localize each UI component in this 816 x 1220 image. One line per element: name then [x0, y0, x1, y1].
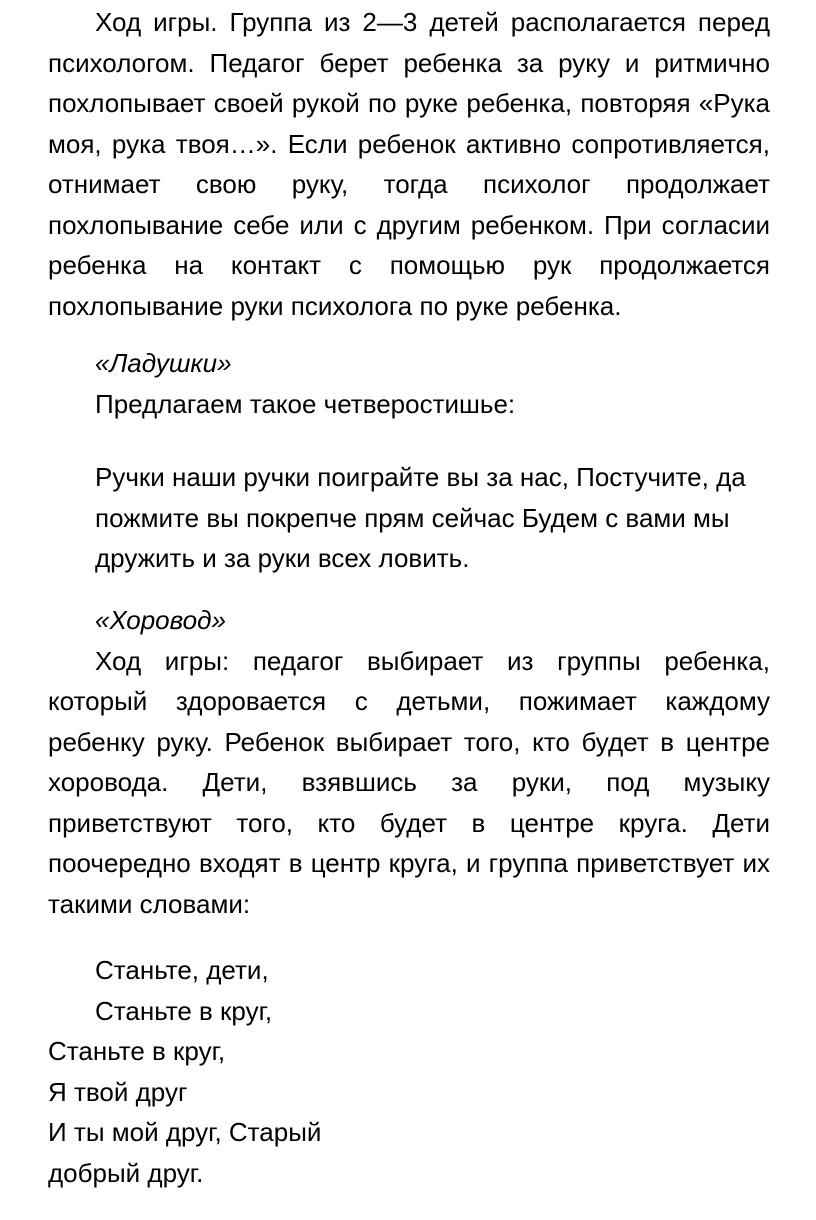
text-line: хоровода. Дети, взявшись за руки, под музыку: [48, 767, 770, 797]
verse-line: Станьте в круг,: [48, 1036, 226, 1066]
text-line: Ход игры. Группа из 2—3 детей располагается перед: [95, 7, 770, 37]
verse-line: И ты мой друг, Старый: [48, 1117, 322, 1147]
section-intro: Предлагаем такое четверостишье:: [95, 388, 516, 419]
verse-line: Станьте в круг,: [95, 995, 273, 1026]
game-description-paragraph: [48, 2, 770, 326]
section-title: «Ладушки»: [95, 348, 232, 378]
ladushki-verse: [95, 457, 795, 579]
verse-line: добрый друг.: [48, 1157, 204, 1188]
ladushki-section: [48, 343, 770, 424]
text-line: моя, рука твоя…». Если ребенок активно сопротивляется,: [48, 128, 770, 159]
verse-line: пожмите вы покрепче прям сейчас Будем с вами мы: [95, 502, 730, 533]
text-line: Ход игры: педагог выбирает из группы ребенка,: [95, 645, 770, 676]
khorovod-verse: [48, 950, 770, 1193]
text-line: похлопывание руки психолога по руке ребенка.: [48, 290, 622, 321]
verse-line: Станьте, дети,: [95, 955, 269, 985]
text-line: ребенка на контакт с помощью рук продолжается: [48, 250, 770, 280]
text-line: психологом. Педагог берет ребенка за руку и ритмично: [48, 47, 770, 78]
text-line: поочередно входят в центр круга, и группа приветствует их: [48, 848, 770, 878]
verse-line: Ручки наши ручки поиграйте вы за нас, Постучите, да: [95, 462, 746, 492]
text-line: который здоровается с детьми, пожимает каждому: [48, 686, 770, 716]
verse-line: Я твой друг: [48, 1076, 188, 1107]
text-line: отнимает свою руку, тогда психолог продолжает: [48, 169, 770, 199]
text-line: приветствуют того, кто будет в центре круга. Дети: [48, 807, 770, 838]
section-title: «Хоровод»: [95, 605, 226, 635]
text-line: похлопывает своей рукой по руке ребенка, повторяя «Рука: [48, 88, 770, 118]
text-line: ребенку руку. Ребенок выбирает того, кто будет в центре: [48, 726, 770, 757]
text-line: похлопывание себе или с другим ребенком. При согласии: [48, 209, 770, 240]
khorovod-section: [48, 600, 770, 924]
verse-line: дружить и за руки всех ловить.: [95, 543, 470, 573]
text-line: такими словами:: [48, 888, 251, 919]
